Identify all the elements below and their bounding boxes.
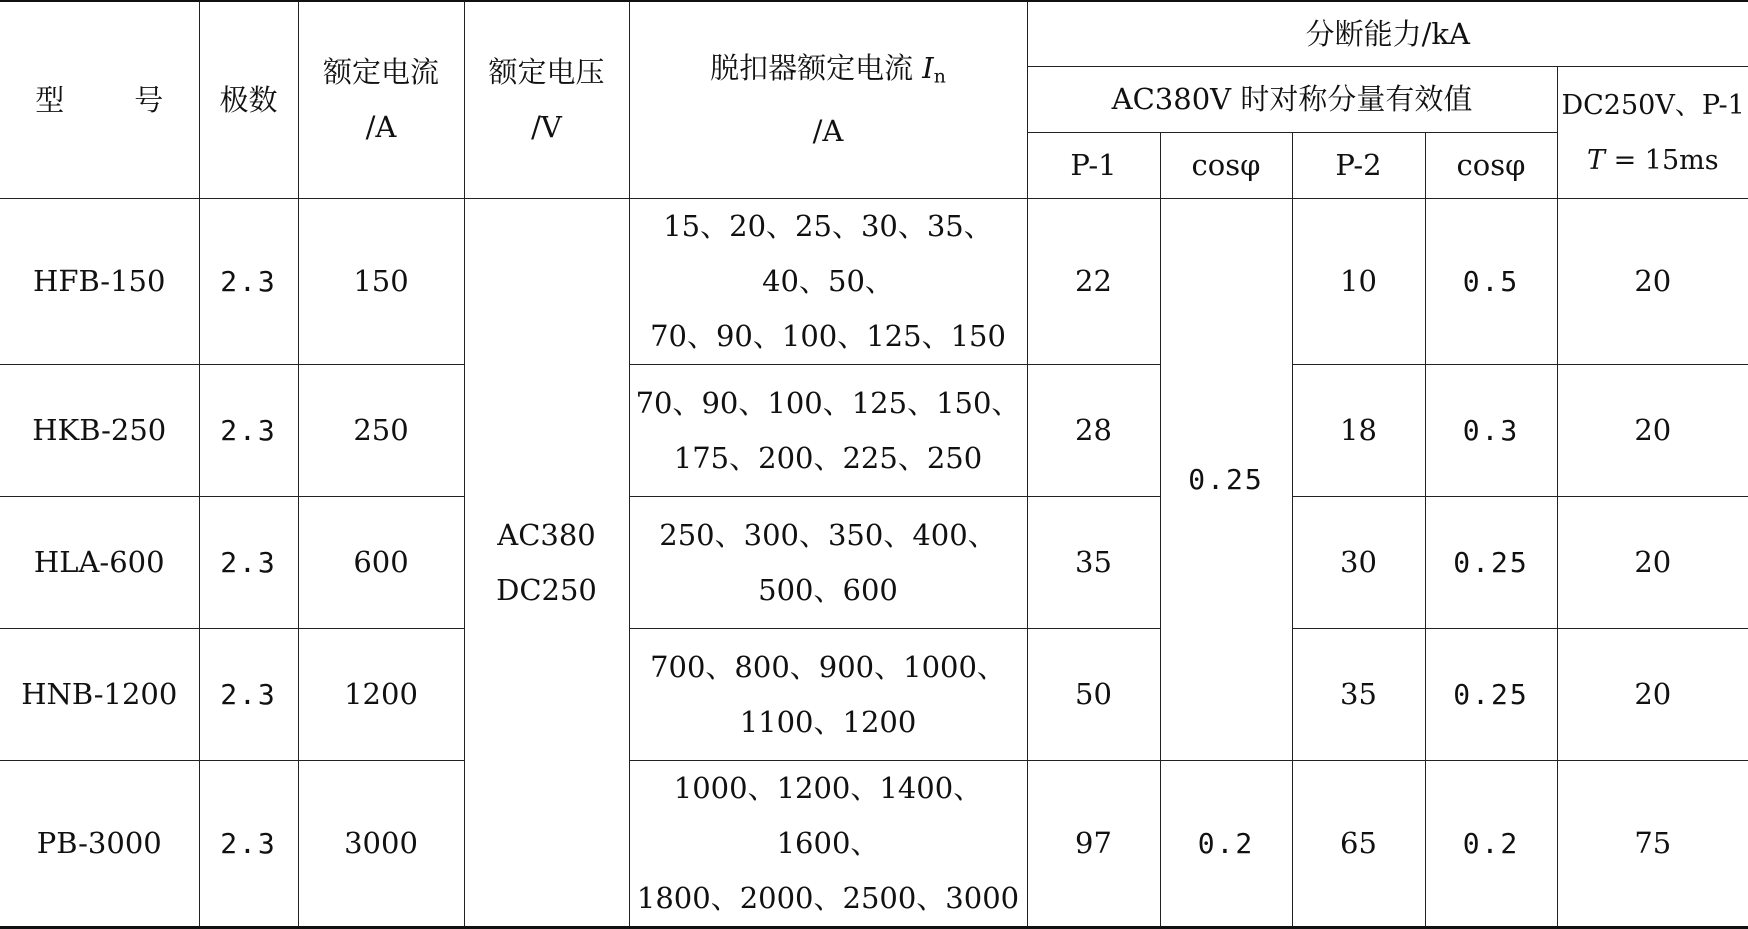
cell-p1: 22 (1027, 199, 1160, 365)
cell-dc: 20 (1557, 497, 1748, 629)
cell-trip-current: 15、20、25、30、35、40、50、 70、90、100、125、150 (629, 199, 1027, 365)
cell-dc: 20 (1557, 199, 1748, 365)
cell-poles: 2.3 (199, 629, 298, 761)
cell-model: PB-3000 (0, 761, 199, 928)
cell-model: HFB-150 (0, 199, 199, 365)
cell-rated-current: 3000 (298, 761, 464, 928)
cell-trip-current: 700、800、900、1000、 1100、1200 (629, 629, 1027, 761)
cell-poles: 2.3 (199, 365, 298, 497)
table-row (0, 761, 1748, 928)
cell-p2: 18 (1292, 365, 1425, 497)
cell-trip-current: 250、300、350、400、 500、600 (629, 497, 1027, 629)
header-rated-current: 额定电流 /A (298, 1, 464, 199)
cell-dc: 75 (1557, 761, 1748, 928)
cell-cos1: 0.2 (1160, 761, 1292, 928)
cell-cos2: 0.25 (1425, 629, 1557, 761)
table-row (0, 497, 1748, 629)
cell-p2: 10 (1292, 199, 1425, 365)
cell-rated-current: 250 (298, 365, 464, 497)
cell-rated-current: 150 (298, 199, 464, 365)
cell-p1: 28 (1027, 365, 1160, 497)
cell-p1: 50 (1027, 629, 1160, 761)
cell-cos2: 0.5 (1425, 199, 1557, 365)
header-model: 型 号 (0, 1, 199, 199)
header-rated-voltage: 额定电压 /V (464, 1, 629, 199)
cell-p1: 97 (1027, 761, 1160, 928)
cell-rated-voltage: AC380 DC250 (464, 199, 629, 928)
header-row-1 (0, 1, 1748, 67)
cell-model: HNB-1200 (0, 629, 199, 761)
header-dc-group: DC250V、P-1 T = 15ms (1557, 67, 1748, 199)
cell-poles: 2.3 (199, 761, 298, 928)
cell-dc: 20 (1557, 629, 1748, 761)
cell-trip-current: 70、90、100、125、150、 175、200、225、250 (629, 365, 1027, 497)
cell-p2: 30 (1292, 497, 1425, 629)
cell-cos2: 0.2 (1425, 761, 1557, 928)
cell-cos1-merged: 0.25 (1160, 199, 1292, 761)
cell-cos2: 0.25 (1425, 497, 1557, 629)
cell-model: HKB-250 (0, 365, 199, 497)
header-cos2: cosφ (1425, 133, 1557, 199)
table-row (0, 629, 1748, 761)
header-breaking-capacity: 分断能力/kA (1027, 1, 1748, 67)
cell-p2: 65 (1292, 761, 1425, 928)
cell-rated-current: 1200 (298, 629, 464, 761)
cell-cos2: 0.3 (1425, 365, 1557, 497)
header-ac-group: AC380V 时对称分量有效值 (1027, 67, 1557, 133)
cell-poles: 2.3 (199, 199, 298, 365)
header-p1: P-1 (1027, 133, 1160, 199)
cell-p2: 35 (1292, 629, 1425, 761)
table-row (0, 199, 1748, 365)
table-row (0, 365, 1748, 497)
cell-model: HLA-600 (0, 497, 199, 629)
header-trip-current: 脱扣器额定电流 $I_n$ /A (629, 1, 1027, 199)
header-p2: P-2 (1292, 133, 1425, 199)
cell-poles: 2.3 (199, 497, 298, 629)
cell-dc: 20 (1557, 365, 1748, 497)
header-poles: 极数 (199, 1, 298, 199)
cell-rated-current: 600 (298, 497, 464, 629)
cell-p1: 35 (1027, 497, 1160, 629)
header-cos1: cosφ (1160, 133, 1292, 199)
cell-trip-current: 1000、1200、1400、1600、 1800、2000、2500、3000 (629, 761, 1027, 928)
